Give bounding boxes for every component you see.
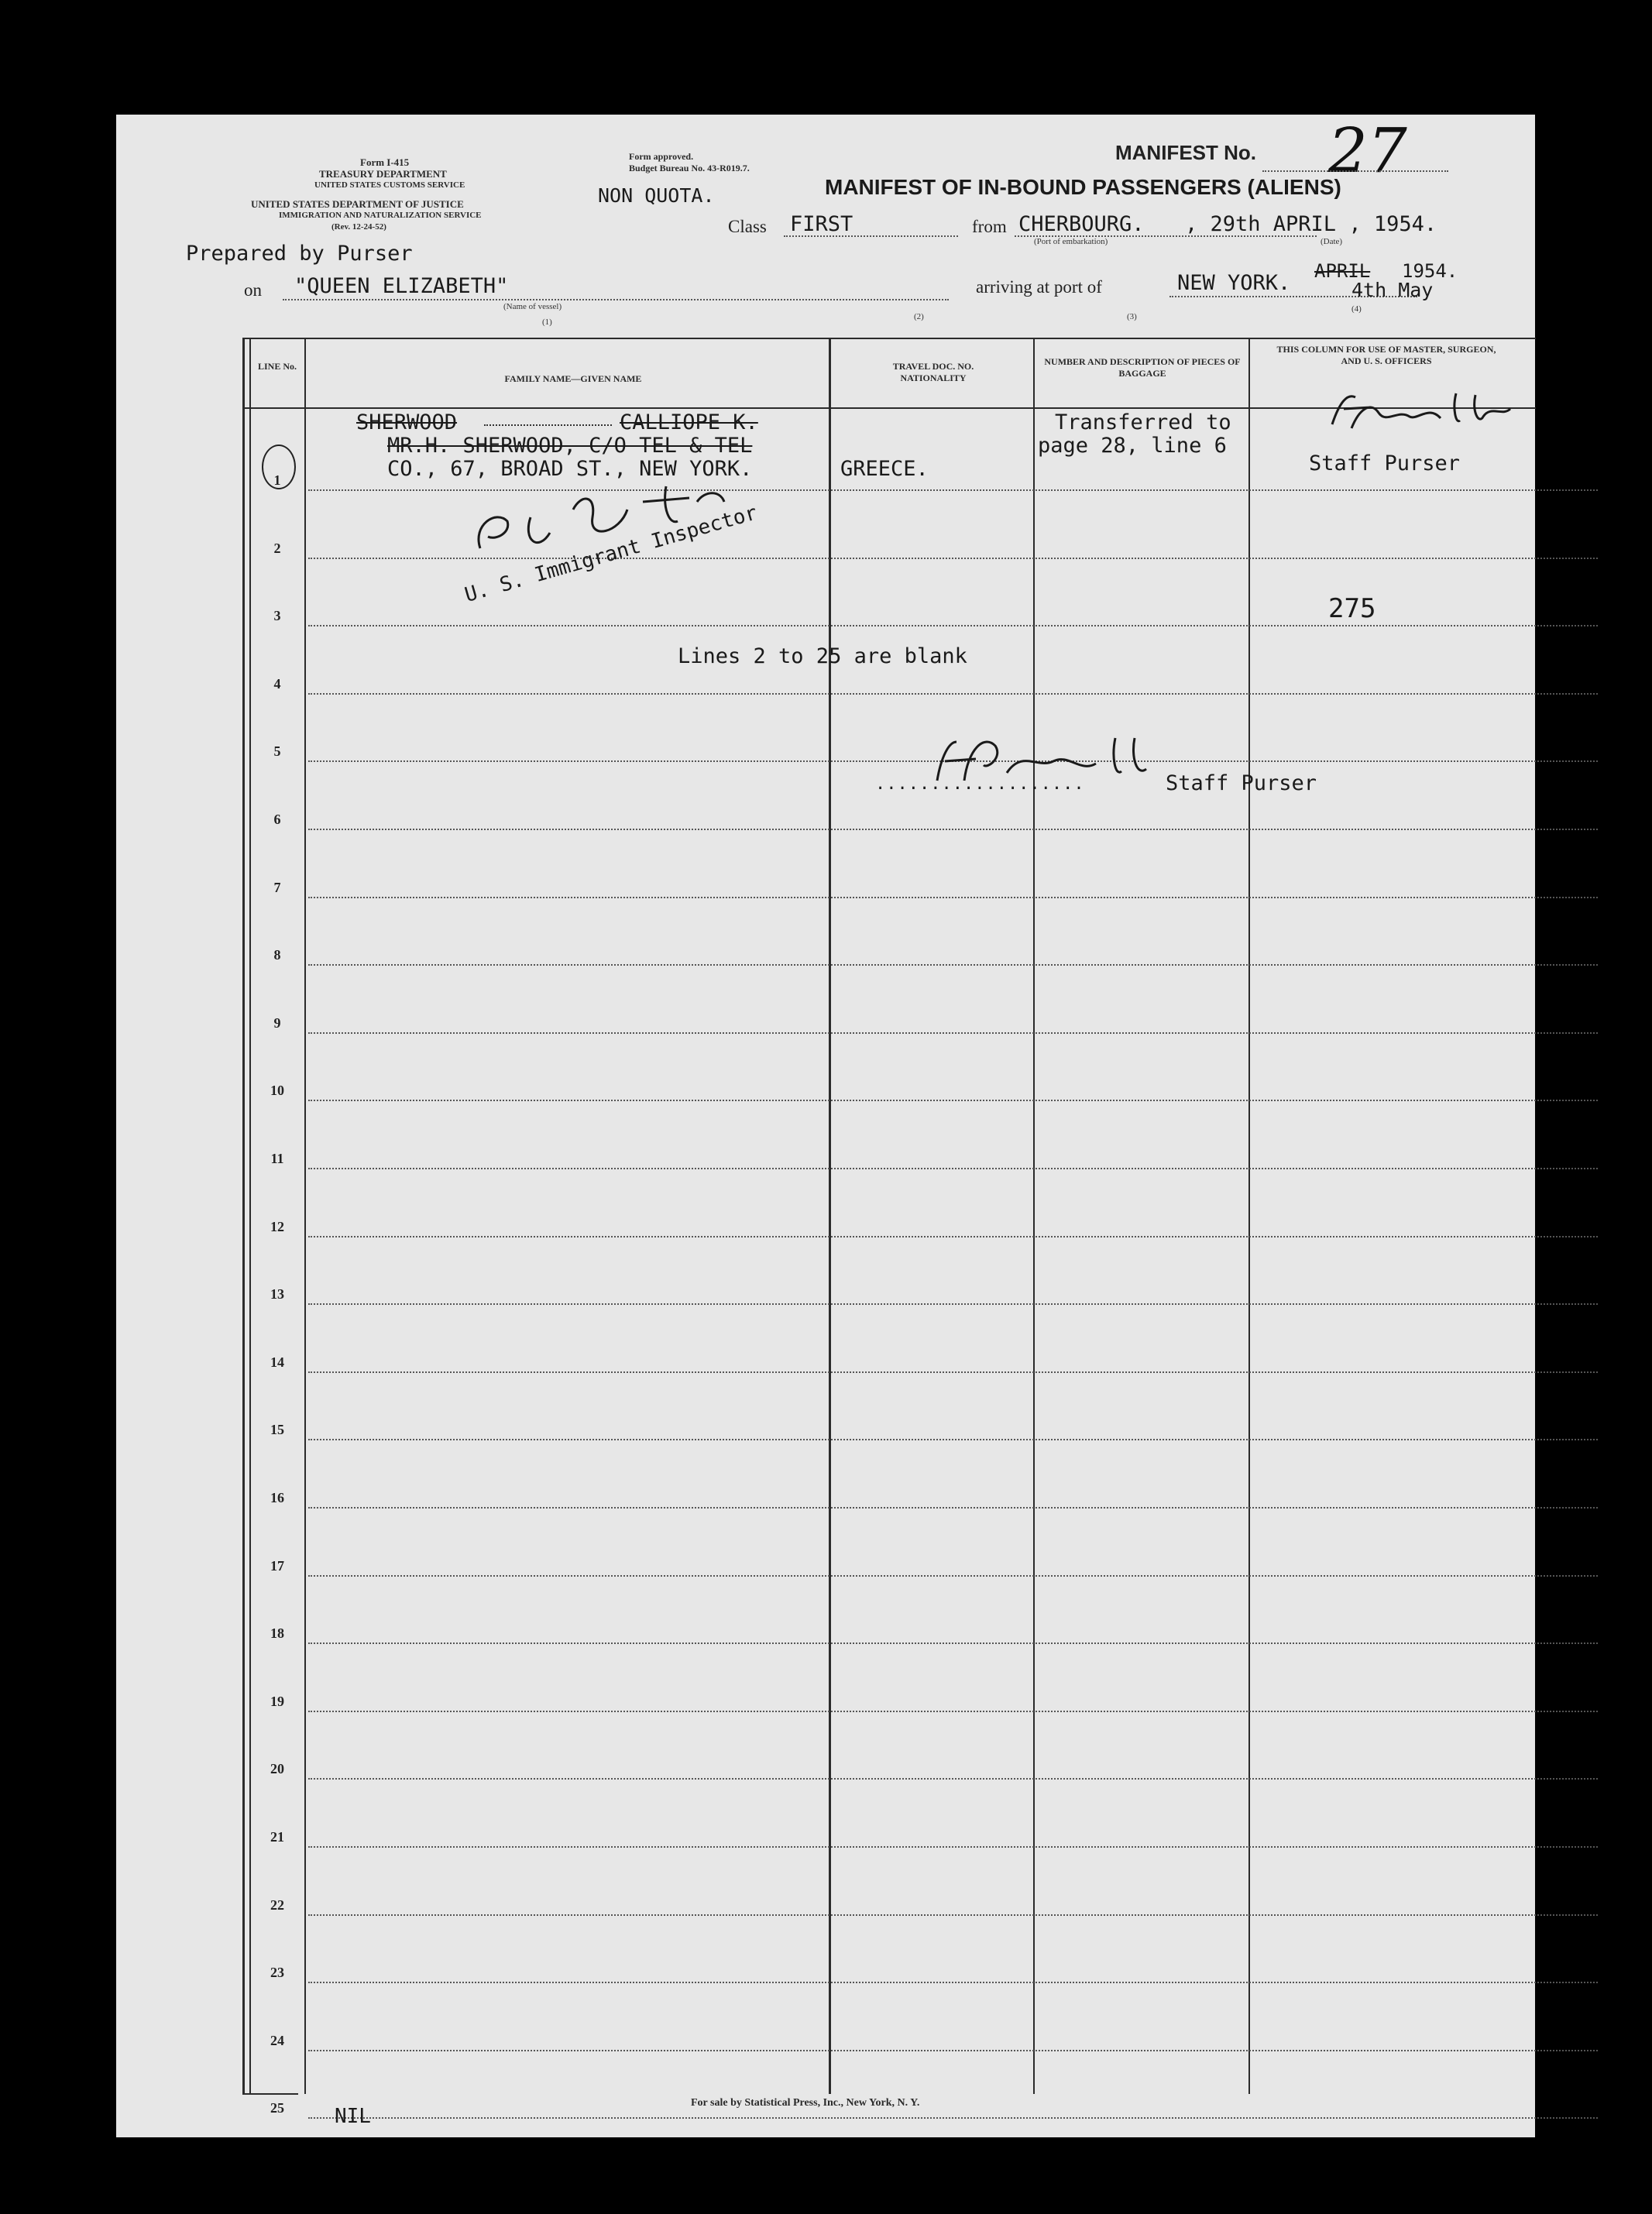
entry-dots bbox=[484, 424, 612, 426]
line-number: 24 bbox=[270, 2032, 284, 2048]
non-quota: NON QUOTA. bbox=[598, 184, 715, 207]
arrival-date-struck: APRIL bbox=[1314, 260, 1371, 282]
col-caption-4: (4) bbox=[1351, 304, 1362, 314]
line-number: 23 bbox=[270, 1965, 284, 1981]
row-line bbox=[308, 2050, 1598, 2051]
col-caption-1: (1) bbox=[542, 318, 552, 327]
table-bottom-border bbox=[242, 2093, 298, 2095]
row-line bbox=[308, 1303, 1598, 1305]
row-line bbox=[308, 2117, 1598, 2119]
line-number: 9 bbox=[273, 1014, 281, 1031]
line-number: 16 bbox=[270, 1490, 284, 1505]
row-line bbox=[308, 1642, 1598, 1644]
row-line bbox=[308, 1575, 1598, 1577]
line-number: 1 bbox=[273, 472, 281, 488]
arriving-label: arriving at port of bbox=[976, 277, 1102, 297]
row-line bbox=[308, 1711, 1598, 1712]
line-number: 11 bbox=[270, 1151, 284, 1166]
date-caption: (Date) bbox=[1321, 237, 1343, 246]
justice-department: UNITED STATES DEPARTMENT OF JUSTICE bbox=[251, 198, 464, 210]
signature-dots: ................... bbox=[875, 774, 1085, 794]
row-line bbox=[308, 1982, 1598, 1983]
column-divider-travel bbox=[1033, 338, 1035, 2094]
row-line bbox=[308, 1778, 1598, 1780]
manifest-label: MANIFEST No. bbox=[1115, 141, 1256, 164]
arrival-year: 1954. bbox=[1402, 260, 1458, 282]
row-line bbox=[308, 1371, 1598, 1373]
manifest-number: 27 bbox=[1328, 115, 1407, 187]
line-number: 2 bbox=[273, 540, 281, 556]
row-line bbox=[308, 1846, 1598, 1848]
inspector-stamp: U. S. Immigrant Inspector bbox=[462, 501, 761, 607]
col-caption-3: (3) bbox=[1127, 312, 1137, 321]
row-line bbox=[308, 829, 1598, 830]
line-number: 10 bbox=[270, 1083, 284, 1099]
line-number: 12 bbox=[270, 1218, 284, 1234]
nil-mark: NIL bbox=[335, 2105, 371, 2128]
officer-staff-purser: Staff Purser bbox=[1309, 451, 1461, 475]
line-number: 4 bbox=[273, 675, 281, 692]
line-number: 7 bbox=[273, 879, 281, 895]
line-number: 21 bbox=[270, 1829, 284, 1845]
row-line bbox=[308, 625, 1598, 626]
row-line bbox=[308, 1439, 1598, 1440]
col-caption-2: (2) bbox=[914, 312, 924, 321]
signature-title: Staff Purser bbox=[1166, 771, 1317, 795]
baggage-page-ref: page 28, line 6 bbox=[1038, 434, 1227, 458]
table-left-border bbox=[242, 338, 245, 2094]
class-value: FIRST bbox=[790, 212, 853, 236]
line-number: 18 bbox=[270, 1625, 284, 1642]
revision: (Rev. 12-24-52) bbox=[331, 222, 386, 232]
row-line bbox=[308, 693, 1598, 695]
row-line bbox=[308, 1168, 1598, 1169]
ins-service: IMMIGRATION AND NATURALIZATION SERVICE bbox=[279, 211, 482, 220]
column-divider-line bbox=[304, 338, 306, 2094]
line-number: 15 bbox=[270, 1422, 284, 1438]
manifest-title: MANIFEST OF IN-BOUND PASSENGERS (ALIENS) bbox=[825, 175, 1341, 199]
blank-lines-note: Lines 2 to 25 are blank bbox=[678, 644, 967, 668]
vessel-caption: (Name of vessel) bbox=[503, 302, 562, 311]
prepared-by: Prepared by Purser bbox=[186, 242, 413, 266]
class-underline bbox=[784, 235, 958, 237]
line-number: 8 bbox=[273, 947, 281, 963]
line-number: 3 bbox=[273, 608, 281, 624]
line-number: 17 bbox=[270, 1557, 284, 1574]
count-annotation: 275 bbox=[1328, 593, 1376, 624]
row-line bbox=[308, 964, 1598, 966]
line-number: 5 bbox=[273, 743, 281, 760]
budget-bureau: Budget Bureau No. 43-R019.7. bbox=[629, 163, 750, 173]
vessel-underline bbox=[283, 299, 949, 300]
departure-date: , 29th APRIL , 1954. bbox=[1185, 212, 1437, 236]
on-label: on bbox=[244, 280, 262, 300]
line-1-circle bbox=[262, 445, 296, 489]
line-number: 20 bbox=[270, 1761, 284, 1777]
line-number: 14 bbox=[270, 1354, 284, 1370]
line-number: 25 bbox=[270, 2100, 284, 2116]
form-approved: Form approved. bbox=[629, 151, 694, 162]
entry-nationality: GREECE. bbox=[840, 457, 929, 481]
entry-care-of: MR.H. SHERWOOD, C/O TEL & TEL bbox=[387, 434, 753, 458]
entry-given-name: CALLIOPE K. bbox=[620, 410, 758, 434]
column-divider-baggage bbox=[1248, 338, 1250, 2094]
header-officers: THIS COLUMN FOR USE OF MASTER, SURGEON, AND U. S. OFFICERS bbox=[1276, 344, 1496, 366]
manifest-sheet bbox=[116, 115, 1535, 2137]
column-divider-name bbox=[829, 338, 831, 2094]
class-label: Class bbox=[728, 217, 767, 236]
line-number: 13 bbox=[270, 1286, 284, 1303]
header-line-no: LINE No. bbox=[257, 361, 297, 372]
header-name: FAMILY NAME—GIVEN NAME bbox=[504, 373, 642, 384]
form-number: Form I-415 bbox=[360, 156, 410, 168]
purser-signature-top bbox=[1324, 386, 1518, 440]
customs-service: UNITED STATES CUSTOMS SERVICE bbox=[314, 180, 465, 190]
arrival-port: NEW YORK. bbox=[1177, 271, 1291, 295]
table-left-border-inner bbox=[249, 338, 251, 2094]
treasury-department: TREASURY DEPARTMENT bbox=[319, 168, 447, 180]
line-number: 22 bbox=[270, 1896, 284, 1913]
table-top-border bbox=[244, 338, 1536, 339]
row-line bbox=[308, 1914, 1598, 1916]
manifest-number-underline bbox=[1262, 170, 1448, 172]
line-number: 19 bbox=[270, 1693, 284, 1709]
row-line bbox=[308, 1236, 1598, 1237]
row-line bbox=[308, 1032, 1598, 1034]
entry-address: CO., 67, BROAD ST., NEW YORK. bbox=[387, 457, 753, 481]
vessel-name: "QUEEN ELIZABETH" bbox=[294, 274, 509, 298]
port-of-embarkation: CHERBOURG. bbox=[1018, 212, 1145, 236]
header-baggage: NUMBER AND DESCRIPTION OF PIECES OF BAGGAGE bbox=[1044, 356, 1241, 379]
arrival-correction: 4th May bbox=[1351, 279, 1434, 301]
row-line bbox=[308, 1100, 1598, 1101]
line-number: 6 bbox=[273, 812, 281, 827]
row-line bbox=[308, 1507, 1598, 1509]
printer-credit: For sale by Statistical Press, Inc., New York, N. Y. bbox=[691, 2097, 920, 2109]
from-label: from bbox=[972, 217, 1007, 236]
port-caption: (Port of embarkation) bbox=[1034, 237, 1108, 246]
baggage-transferred: Transferred to bbox=[1055, 410, 1231, 434]
header-travel-doc: TRAVEL DOC. NO. NATIONALITY bbox=[892, 361, 974, 383]
row-line bbox=[308, 897, 1598, 898]
entry-surname: SHERWOOD bbox=[356, 410, 458, 434]
